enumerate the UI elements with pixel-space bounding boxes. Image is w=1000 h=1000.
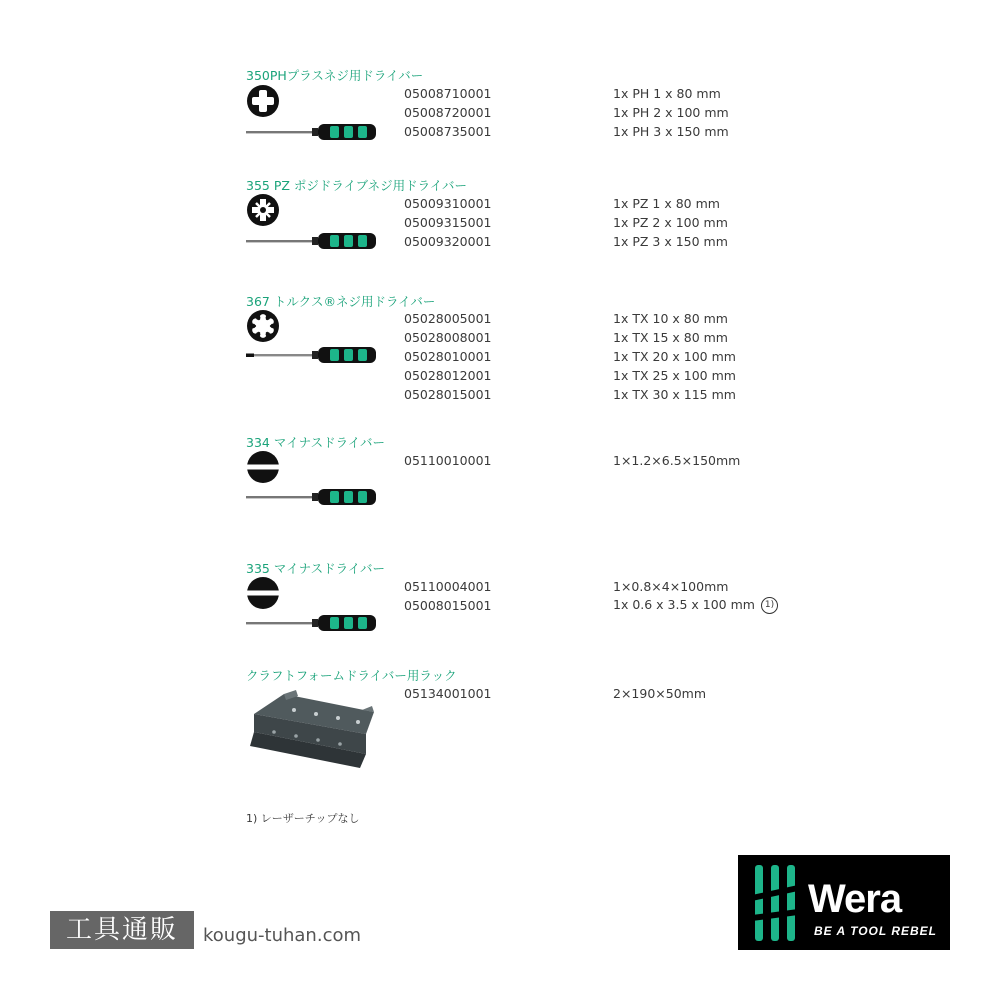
part-desc: 1x 0.6 x 3.5 x 100 mm (613, 597, 755, 612)
section-title-slotted-335: 335 マイナスドライバー (246, 561, 385, 576)
section-title-torx: 367 トルクス®ネジ用ドライバー (246, 294, 436, 309)
brand-name: Wera (808, 877, 902, 921)
part-code: 05028005001 (404, 311, 492, 326)
slotted-tip-icon (246, 450, 280, 484)
section-title-phillips: 350PHプラスネジ用ドライバー (246, 68, 424, 83)
shop-logo-badge: 工具通販 (50, 911, 194, 949)
screwdriver-image (246, 485, 380, 509)
part-desc: 1x TX 25 x 100 mm (613, 368, 736, 383)
brand-slogan: BE A TOOL REBEL (814, 924, 938, 938)
part-desc: 1x PZ 1 x 80 mm (613, 196, 720, 211)
part-desc: 1x PZ 2 x 100 mm (613, 215, 728, 230)
part-desc: 1x TX 15 x 80 mm (613, 330, 728, 345)
part-code: 05008710001 (404, 86, 492, 101)
screwdriver-image (246, 120, 380, 144)
pozidriv-tip-icon (246, 193, 280, 227)
part-desc: 1x TX 30 x 115 mm (613, 387, 736, 402)
section-title-pozidriv: 355 PZ ポジドライブネジ用ドライバー (246, 178, 468, 193)
part-code: 05028010001 (404, 349, 492, 364)
slotted-tip-icon (246, 576, 280, 610)
part-code: 05008735001 (404, 124, 492, 139)
screwdriver-image (246, 611, 380, 635)
phillips-tip-icon (246, 84, 280, 118)
part-desc: 1×1.2×6.5×150mm (613, 453, 741, 468)
part-desc: 1x PH 3 x 150 mm (613, 124, 729, 139)
part-code: 05009315001 (404, 215, 492, 230)
part-code: 05008015001 (404, 598, 492, 613)
part-code: 05028015001 (404, 387, 492, 402)
part-code: 05110004001 (404, 579, 492, 594)
part-desc: 1x TX 10 x 80 mm (613, 311, 728, 326)
shop-url: kougu-tuhan.com (203, 925, 362, 946)
part-code: 05008720001 (404, 105, 492, 120)
part-code: 05028008001 (404, 330, 492, 345)
part-desc: 1x PH 1 x 80 mm (613, 86, 721, 101)
screwdriver-image (246, 343, 380, 367)
section-title-rack: クラフトフォームドライバー用ラック (246, 668, 457, 683)
part-desc-with-note (613, 597, 778, 614)
part-code: 05028012001 (404, 368, 492, 383)
part-desc: 1x PZ 3 x 150 mm (613, 234, 728, 249)
part-code: 05110010001 (404, 453, 492, 468)
wera-emblem-icon (752, 863, 798, 943)
part-desc: 1x TX 20 x 100 mm (613, 349, 736, 364)
part-desc: 1×0.8×4×100mm (613, 579, 729, 594)
part-desc: 2×190×50mm (613, 686, 707, 701)
section-title-slotted-334: 334 マイナスドライバー (246, 435, 385, 450)
rack-image (244, 688, 380, 772)
part-code: 05134001001 (404, 686, 492, 701)
footnote: 1) レーザーチップなし (246, 812, 360, 825)
part-desc: 1x PH 2 x 100 mm (613, 105, 729, 120)
screwdriver-image (246, 229, 380, 253)
part-code: 05009310001 (404, 196, 492, 211)
torx-tip-icon (246, 309, 280, 343)
part-code: 05009320001 (404, 234, 492, 249)
footnote-marker: 1) (761, 597, 778, 614)
